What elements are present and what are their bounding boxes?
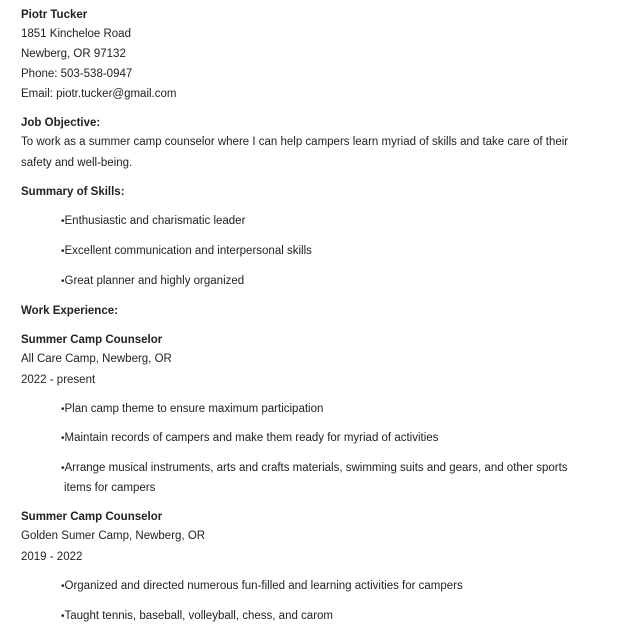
job-dates: 2019 - 2022 <box>21 551 83 563</box>
bullet-dot: • <box>61 463 65 474</box>
job-dates: 2022 - present <box>21 374 96 386</box>
experience-heading: Work Experience: <box>21 305 118 317</box>
bullet-dot: • <box>61 433 65 444</box>
job-bullet-text: Arrange musical instruments, arts and crafts materials, swimming suits and gears, and other sports <box>64 462 568 474</box>
bullet-dot: • <box>61 246 65 257</box>
objective-text-line-1: To work as a summer camp counselor where I can help campers learn myriad of skills and take care of their <box>21 136 569 148</box>
job-bullet-text: Taught tennis, baseball, volleyball, chess, and carom <box>64 610 334 622</box>
skills-heading: Summary of Skills: <box>21 186 125 198</box>
job-company: All Care Camp, Newberg, OR <box>21 353 172 365</box>
objective-heading: Job Objective: <box>21 117 101 129</box>
applicant-name: Piotr Tucker <box>21 9 88 21</box>
job-bullet <box>61 609 333 624</box>
skill-item-text: Excellent communication and interpersonal skills <box>64 245 312 257</box>
bullet-dot: • <box>61 581 65 592</box>
job-bullet <box>61 579 463 594</box>
job-bullet-text: Maintain records of campers and make them ready for myriad of activities <box>64 432 439 444</box>
phone-line: Phone: 503-538-0947 <box>21 68 133 80</box>
email-line: Email: piotr.tucker@gmail.com <box>21 88 177 100</box>
job-bullet <box>61 431 438 446</box>
job-bullet-text: Organized and directed numerous fun-filled and learning activities for campers <box>64 580 463 592</box>
job-bullet-continuation: items for campers <box>64 482 156 494</box>
job-title: Summer Camp Counselor <box>21 511 163 523</box>
job-title: Summer Camp Counselor <box>21 334 163 346</box>
skill-item-text: Great planner and highly organized <box>64 275 245 287</box>
skill-item <box>61 244 312 259</box>
objective-text-line-2: safety and well-being. <box>21 157 133 169</box>
skill-item-text: Enthusiastic and charismatic leader <box>64 215 246 227</box>
bullet-dot: • <box>61 404 65 415</box>
bullet-dot: • <box>61 216 65 227</box>
bullet-dot: • <box>61 276 65 287</box>
bullet-dot: • <box>61 611 65 622</box>
job-company: Golden Sumer Camp, Newberg, OR <box>21 530 206 542</box>
job-bullet <box>61 461 568 476</box>
city-line: Newberg, OR 97132 <box>21 48 126 60</box>
job-bullet <box>61 402 323 417</box>
skill-item <box>61 214 245 229</box>
skill-item <box>61 274 244 289</box>
address-line: 1851 Kincheloe Road <box>21 28 131 40</box>
job-bullet-text: Plan camp theme to ensure maximum participation <box>64 403 324 415</box>
